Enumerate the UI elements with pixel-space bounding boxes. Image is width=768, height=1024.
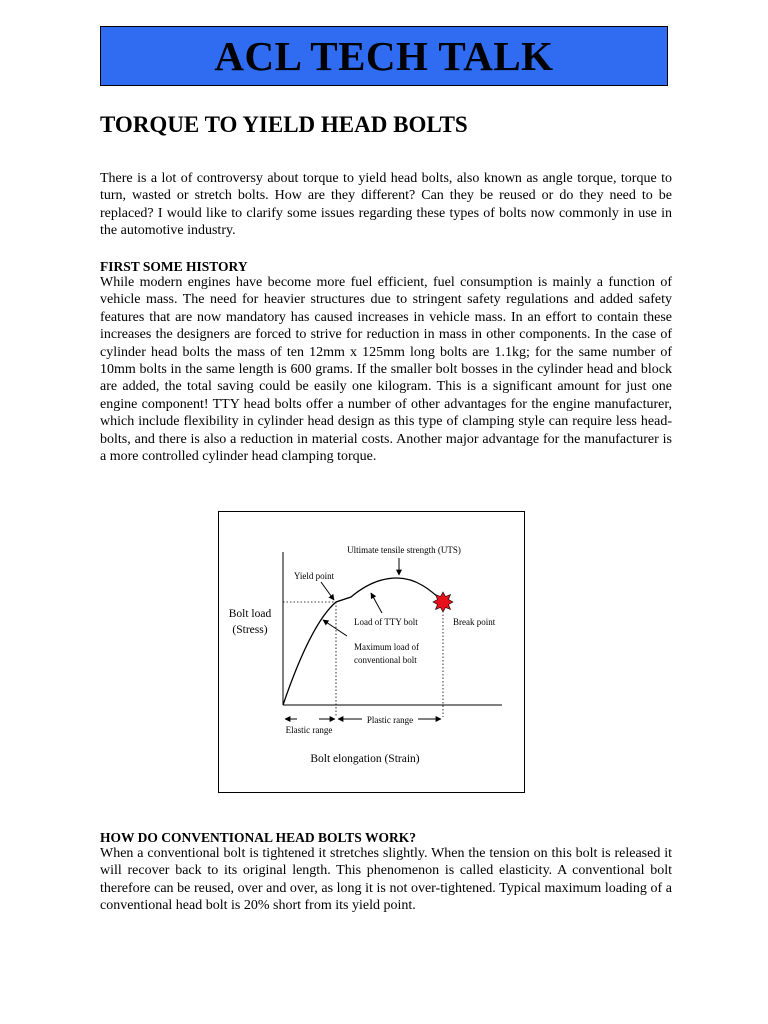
tty-load-label: Load of TTY bolt: [354, 617, 418, 627]
page-title: TORQUE TO YIELD HEAD BOLTS: [100, 112, 468, 137]
banner-title: ACL TECH TALK: [214, 32, 554, 79]
history-paragraph: While modern engines have become more fuel efficient, fuel consumption is mainly a function of vehicle mass. The need for heavier structures due to stringent safety regulations and added safety features that are now mandatory has caused increases in vehicle mass. In an effort to contain these increases the designers are forced to strive for reduction in mass in other components. In the case of cylinder head bolts the mass of ten 12mm x 125mm long bolts are 1.1kg; for the same number of 10mm bolts in the same length is 600 grams. If the smaller bolt bosses in the cylinder head and block are added, the total saving could be easily one kilogram. This is a significant amount for just one engine component! TTY head bolts offer a number of other advantages for the engine manufacturer, which include flexibility in cylinder head design as this type of clamping style can require less head-bolts, and there is also a reduction in material costs. Another major advantage for the manufacturer is a more controlled cylinder head clamping torque.: [100, 275, 672, 465]
x-axis-label: Bolt elongation (Strain): [310, 753, 420, 765]
max-conventional-arrow: [323, 620, 347, 636]
break-point-label: Break point: [453, 617, 496, 627]
max-conventional-label-line1: Maximum load of: [354, 642, 419, 652]
conventional-paragraph: When a conventional bolt is tightened it stretches slightly. When the tension on this bolt is released it will recover back to its original length. This phenomenon is called elasticity. A conventional bolt therefore can be reused, over and over, as long it is not over-tightened. Typical maximum loading of a conventional head bolt is 20% short from its yield point.: [100, 846, 672, 914]
header-banner: [100, 26, 668, 86]
tty-arrow: [371, 593, 382, 613]
y-axis-label-line2: (Stress): [232, 624, 268, 636]
intro-paragraph: There is a lot of controversy about torque to yield head bolts, also known as angle torque, torque to turn, wasted or stretch bolts. How are they different? Can they be reused or do they need to be replaced? I would like to clarify some issues regarding these types of bolts now commonly in use in the automotive industry.: [100, 171, 672, 239]
stress-strain-figure: [218, 511, 525, 793]
section-heading-conventional: HOW DO CONVENTIONAL HEAD BOLTS WORK?: [100, 830, 416, 845]
break-point-star: [433, 592, 453, 612]
section-heading-history: FIRST SOME HISTORY: [100, 259, 248, 274]
plastic-range-label: Plastic range: [366, 715, 414, 725]
uts-label: Ultimate tensile strength (UTS): [347, 545, 461, 555]
yield-point-label: Yield point: [293, 571, 335, 581]
yield-arrow: [321, 582, 334, 600]
stress-strain-diagram: [219, 512, 526, 794]
elastic-range-label: Elastic range: [285, 725, 333, 735]
max-conventional-label-line2: conventional bolt: [354, 655, 417, 665]
y-axis-label-line1: Bolt load: [228, 608, 272, 620]
